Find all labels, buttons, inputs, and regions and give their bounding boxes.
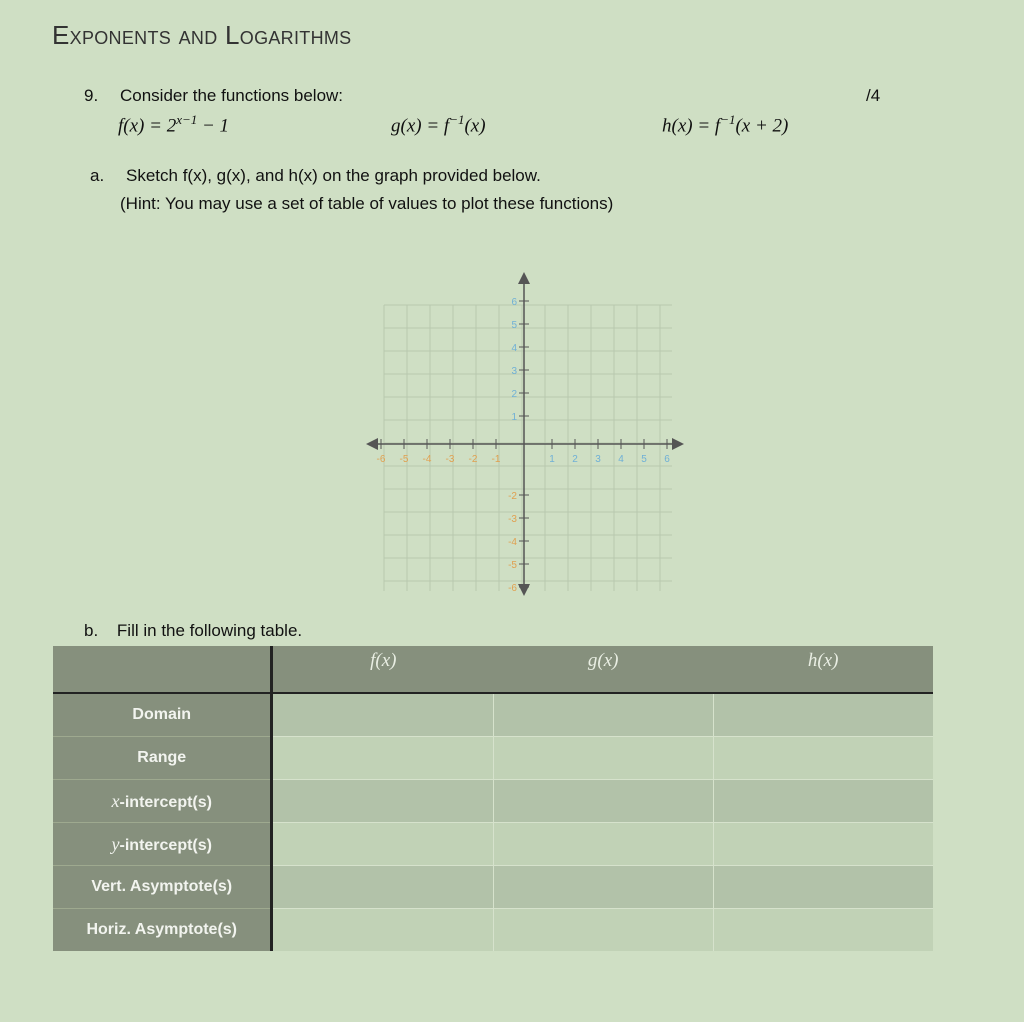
x-tick-label: 4 [618, 454, 624, 465]
x-tick-label: 3 [595, 454, 601, 465]
x-tick-label: 6 [664, 454, 670, 465]
x-tick-label: -3 [445, 454, 455, 465]
cell-va-f[interactable] [272, 866, 493, 909]
cell-xint-f[interactable] [272, 780, 493, 823]
x-tick-label: -5 [399, 454, 409, 465]
cell-va-h[interactable] [713, 866, 933, 909]
part-a-hint: (Hint: You may use a set of table of values to plot these functions) [120, 194, 614, 213]
y-tick-label: -6 [508, 583, 517, 594]
question-number: 9. [84, 86, 99, 105]
properties-table [53, 646, 933, 951]
part-a-instruction: Sketch f(x), g(x), and h(x) on the graph provided below. [126, 166, 541, 185]
row-label-range: Range [53, 737, 272, 780]
table-row [53, 780, 933, 823]
cell-va-g[interactable] [493, 866, 713, 909]
column-header-h: h(x) [713, 646, 933, 693]
x-axis-arrow-left [366, 438, 378, 450]
function-f: $f(x) = 2^{x-1} - 1$ [118, 112, 230, 137]
y-tick-label: -5 [508, 560, 517, 571]
column-header-g: g(x) [493, 646, 713, 693]
part-b [84, 621, 302, 641]
y-tick-label: 5 [511, 320, 517, 331]
table-row [53, 737, 933, 780]
cell-ha-h[interactable] [713, 909, 933, 952]
y-axis-arrow-up [518, 272, 530, 284]
row-label-horiz-asymptotes: Horiz. Asymptote(s) [53, 909, 272, 952]
x-tick-label: -1 [491, 454, 501, 465]
y-axis-arrow-down [518, 584, 530, 596]
cell-range-h[interactable] [713, 737, 933, 780]
cell-range-f[interactable] [272, 737, 493, 780]
coordinate-grid[interactable] [364, 270, 684, 600]
x-tick-label: 1 [549, 454, 555, 465]
x-axis-arrow-right [672, 438, 684, 450]
question-prompt: Consider the functions below: [120, 86, 344, 105]
cell-domain-f[interactable] [272, 693, 493, 737]
table-corner [53, 646, 272, 693]
table-row [53, 823, 933, 866]
y-tick-label: 3 [511, 366, 517, 377]
y-tick-label: -2 [508, 491, 517, 502]
y-tick-label: 4 [511, 343, 517, 354]
x-tick-label: 5 [641, 454, 647, 465]
row-label-x-intercepts: x-intercept(s) [53, 780, 272, 823]
x-tick-label: -2 [468, 454, 478, 465]
cell-yint-h[interactable] [713, 823, 933, 866]
cell-domain-g[interactable] [493, 693, 713, 737]
x-tick-label: -4 [422, 454, 432, 465]
function-g: $g(x) = f^{-1}(x)$ [391, 112, 486, 137]
cell-domain-h[interactable] [713, 693, 933, 737]
y-tick-label: -4 [508, 537, 517, 548]
row-label-y-intercepts: y-intercept(s) [53, 823, 272, 866]
function-h: $h(x) = f^{-1}(x + 2)$ [662, 112, 789, 137]
y-tick-label: 2 [511, 389, 517, 400]
y-tick-label: 6 [511, 297, 517, 308]
cell-ha-g[interactable] [493, 909, 713, 952]
table-row [53, 909, 933, 952]
cell-xint-h[interactable] [713, 780, 933, 823]
question-marks: /4 [866, 86, 881, 105]
row-label-vert-asymptotes: Vert. Asymptote(s) [53, 866, 272, 909]
x-tick-label: -6 [376, 454, 386, 465]
cell-range-g[interactable] [493, 737, 713, 780]
row-label-domain: Domain [53, 693, 272, 737]
column-header-f: f(x) [272, 646, 493, 693]
part-b-label: b. [84, 621, 99, 640]
cell-xint-g[interactable] [493, 780, 713, 823]
part-a-label: a. [90, 166, 105, 185]
y-tick-label: -3 [508, 514, 517, 525]
page-title: Exponents and Logarithms [52, 20, 352, 50]
part-b-instruction: Fill in the following table. [116, 621, 303, 640]
y-tick-label: 1 [511, 412, 517, 423]
cell-ha-f[interactable] [272, 909, 493, 952]
table-row [53, 866, 933, 909]
table-row [53, 693, 933, 737]
cell-yint-g[interactable] [493, 823, 713, 866]
cell-yint-f[interactable] [272, 823, 493, 866]
x-tick-label: 2 [572, 454, 578, 465]
